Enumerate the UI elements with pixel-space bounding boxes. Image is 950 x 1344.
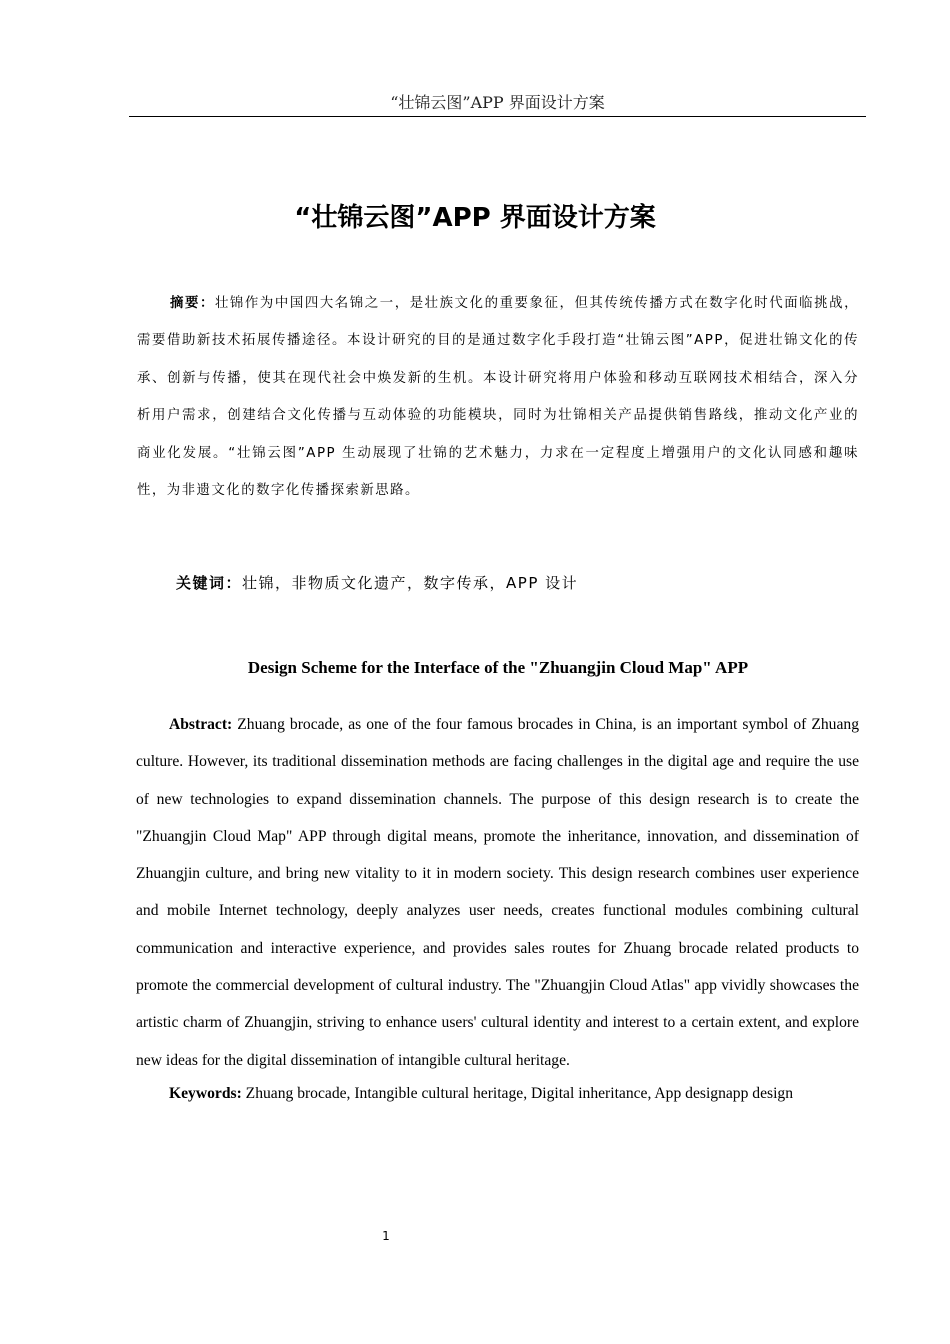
chinese-abstract-text: 壮锦作为中国四大名锦之一，是壮族文化的重要象征，但其传统传播方式在数字化时代面临挑战，需要借助新技术拓展传播途径。本设计研究的目的是通过数字化手段打造“壮锦云图”APP，促进壮锦文化的传承、创新与传播，使其在现代社会中焕发新的生机。本设计研究将用户体验和移动互联网技术相结合，深入分析用户需求，创建结合文化传播与互动体验的功能模块，同时为壮锦相关产品提供销售路线，推动文化产业的商业化发展。“壮锦云图”APP 生动展现了壮锦的艺术魅力，力求在一定程度上增强用户的文化认同感和趣味性，为非遗文化的数字化传播探索新思路。 (137, 296, 860, 499)
english-title: Design Scheme for the Interface of the "Zhuangjin Cloud Map" APP (247, 658, 749, 677)
chinese-title: “壮锦云图”APP 界面设计方案 (294, 203, 656, 233)
english-keywords-label: Keywords: (169, 1085, 242, 1102)
running-header: “壮锦云图”APP 界面设计方案 (129, 92, 866, 117)
chinese-abstract-label: 摘要： (170, 296, 215, 311)
english-keywords (169, 1081, 793, 1107)
chinese-keywords-label: 关键词： (176, 574, 243, 592)
chinese-abstract (137, 285, 859, 509)
english-abstract (136, 706, 859, 1079)
page-number: 1 (382, 1229, 390, 1243)
english-abstract-label: Abstract: (169, 716, 233, 733)
chinese-keywords-text: 壮锦，非物质文化遗产，数字传承，APP 设计 (242, 574, 579, 592)
english-keywords-text: Zhuang brocade, Intangible cultural heritage, Digital inheritance, App designapp design (241, 1085, 793, 1102)
chinese-keywords (176, 568, 578, 598)
english-abstract-text: Zhuang brocade, as one of the four famous brocades in China, is an important symbol of Zhuang culture. However, its traditional dissemination methods are facing challenges in the digital age and require the use of new technologies to expand dissemination channels. The purpose of this design research is to create the "Zhuangjin Cloud Map" APP through digital means, promote the inheritance, innovation, and dissemination of Zhuangjin culture, and bring new vitality to it in modern society. This design research combines user experience and mobile Internet technology, deeply analyzes user needs, creates functional modules combining cultural communication and interactive experience, and provides sales routes for Zhuang brocade related products to promote the commercial development of cultural industry. The "Zhuangjin Cloud Atlas" app vividly showcases the artistic charm of Zhuangjin, striving to enhance users' cultural identity and interest to a certain extent, and explore new ideas for the digital dissemination of intangible cultural heritage. (136, 716, 859, 1069)
